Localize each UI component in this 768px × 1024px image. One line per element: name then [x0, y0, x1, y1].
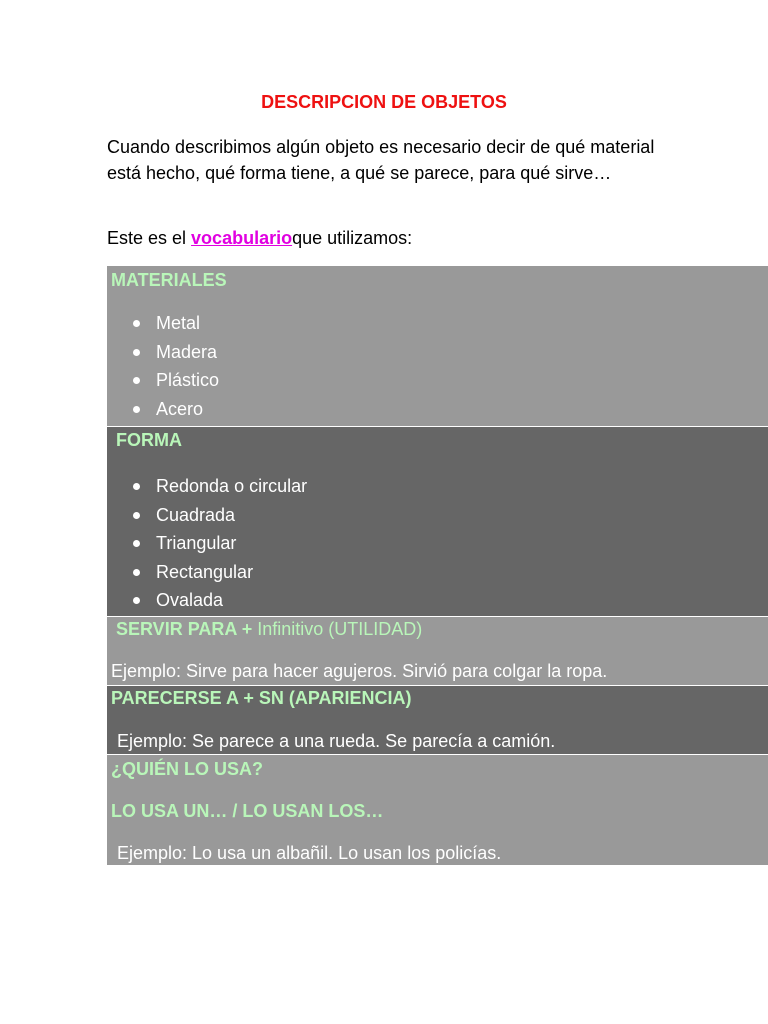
section-forma	[107, 426, 768, 616]
bullet-icon	[133, 540, 140, 547]
page-title: DESCRIPCION DE OBJETOS	[261, 92, 507, 112]
example-parecerse: Ejemplo: Se parece a una rueda. Se parecía a camión.	[117, 731, 556, 751]
list-item: Madera	[107, 338, 219, 367]
forma-list	[107, 472, 307, 615]
list-item: Plástico	[107, 366, 219, 395]
vocabulary-intro	[107, 225, 412, 251]
list-item: Acero	[107, 395, 219, 424]
bullet-icon	[133, 597, 140, 604]
bullet-icon	[133, 569, 140, 576]
bullet-icon	[133, 377, 140, 384]
list-item: Cuadrada	[107, 501, 307, 530]
list-item: Redonda o circular	[107, 472, 307, 501]
bullet-icon	[133, 406, 140, 413]
section-heading-servir: SERVIR PARA + Infinitivo (UTILIDAD)	[116, 619, 423, 639]
vocab-prefix: Este es el	[107, 228, 192, 248]
section-heading-parecerse: PARECERSE A + SN (APARIENCIA)	[111, 688, 412, 708]
bullet-icon	[133, 512, 140, 519]
section-subheading-quien: LO USA UN… / LO USAN LOS…	[111, 801, 384, 821]
example-quien: Ejemplo: Lo usa un albañil. Lo usan los policías.	[117, 843, 502, 863]
section-parecerse	[107, 685, 768, 754]
intro-paragraph: Cuando describimos algún objeto es necesario decir de qué material está hecho, qué forma tiene, a qué se parece, para qué sirve…	[107, 137, 655, 183]
materiales-list	[107, 309, 219, 423]
section-heading-forma: FORMA	[116, 430, 182, 450]
bullet-icon	[133, 349, 140, 356]
section-materiales	[107, 266, 768, 426]
section-servir	[107, 616, 768, 685]
list-item: Rectangular	[107, 558, 307, 587]
section-heading-materiales: MATERIALES	[111, 270, 227, 290]
example-servir: Ejemplo: Sirve para hacer agujeros. Sirvió para colgar la ropa.	[111, 661, 608, 681]
bullet-icon	[133, 320, 140, 327]
list-item: Metal	[107, 309, 219, 338]
section-heading-quien: ¿QUIÉN LO USA?	[111, 759, 263, 779]
vocabulario-link[interactable]: vocabulario	[191, 228, 293, 248]
vocab-suffix: que utilizamos:	[292, 228, 413, 248]
vocabulary-table	[107, 266, 768, 865]
bullet-icon	[133, 483, 140, 490]
list-item: Triangular	[107, 529, 307, 558]
section-quien	[107, 754, 768, 865]
list-item: Ovalada	[107, 586, 307, 615]
